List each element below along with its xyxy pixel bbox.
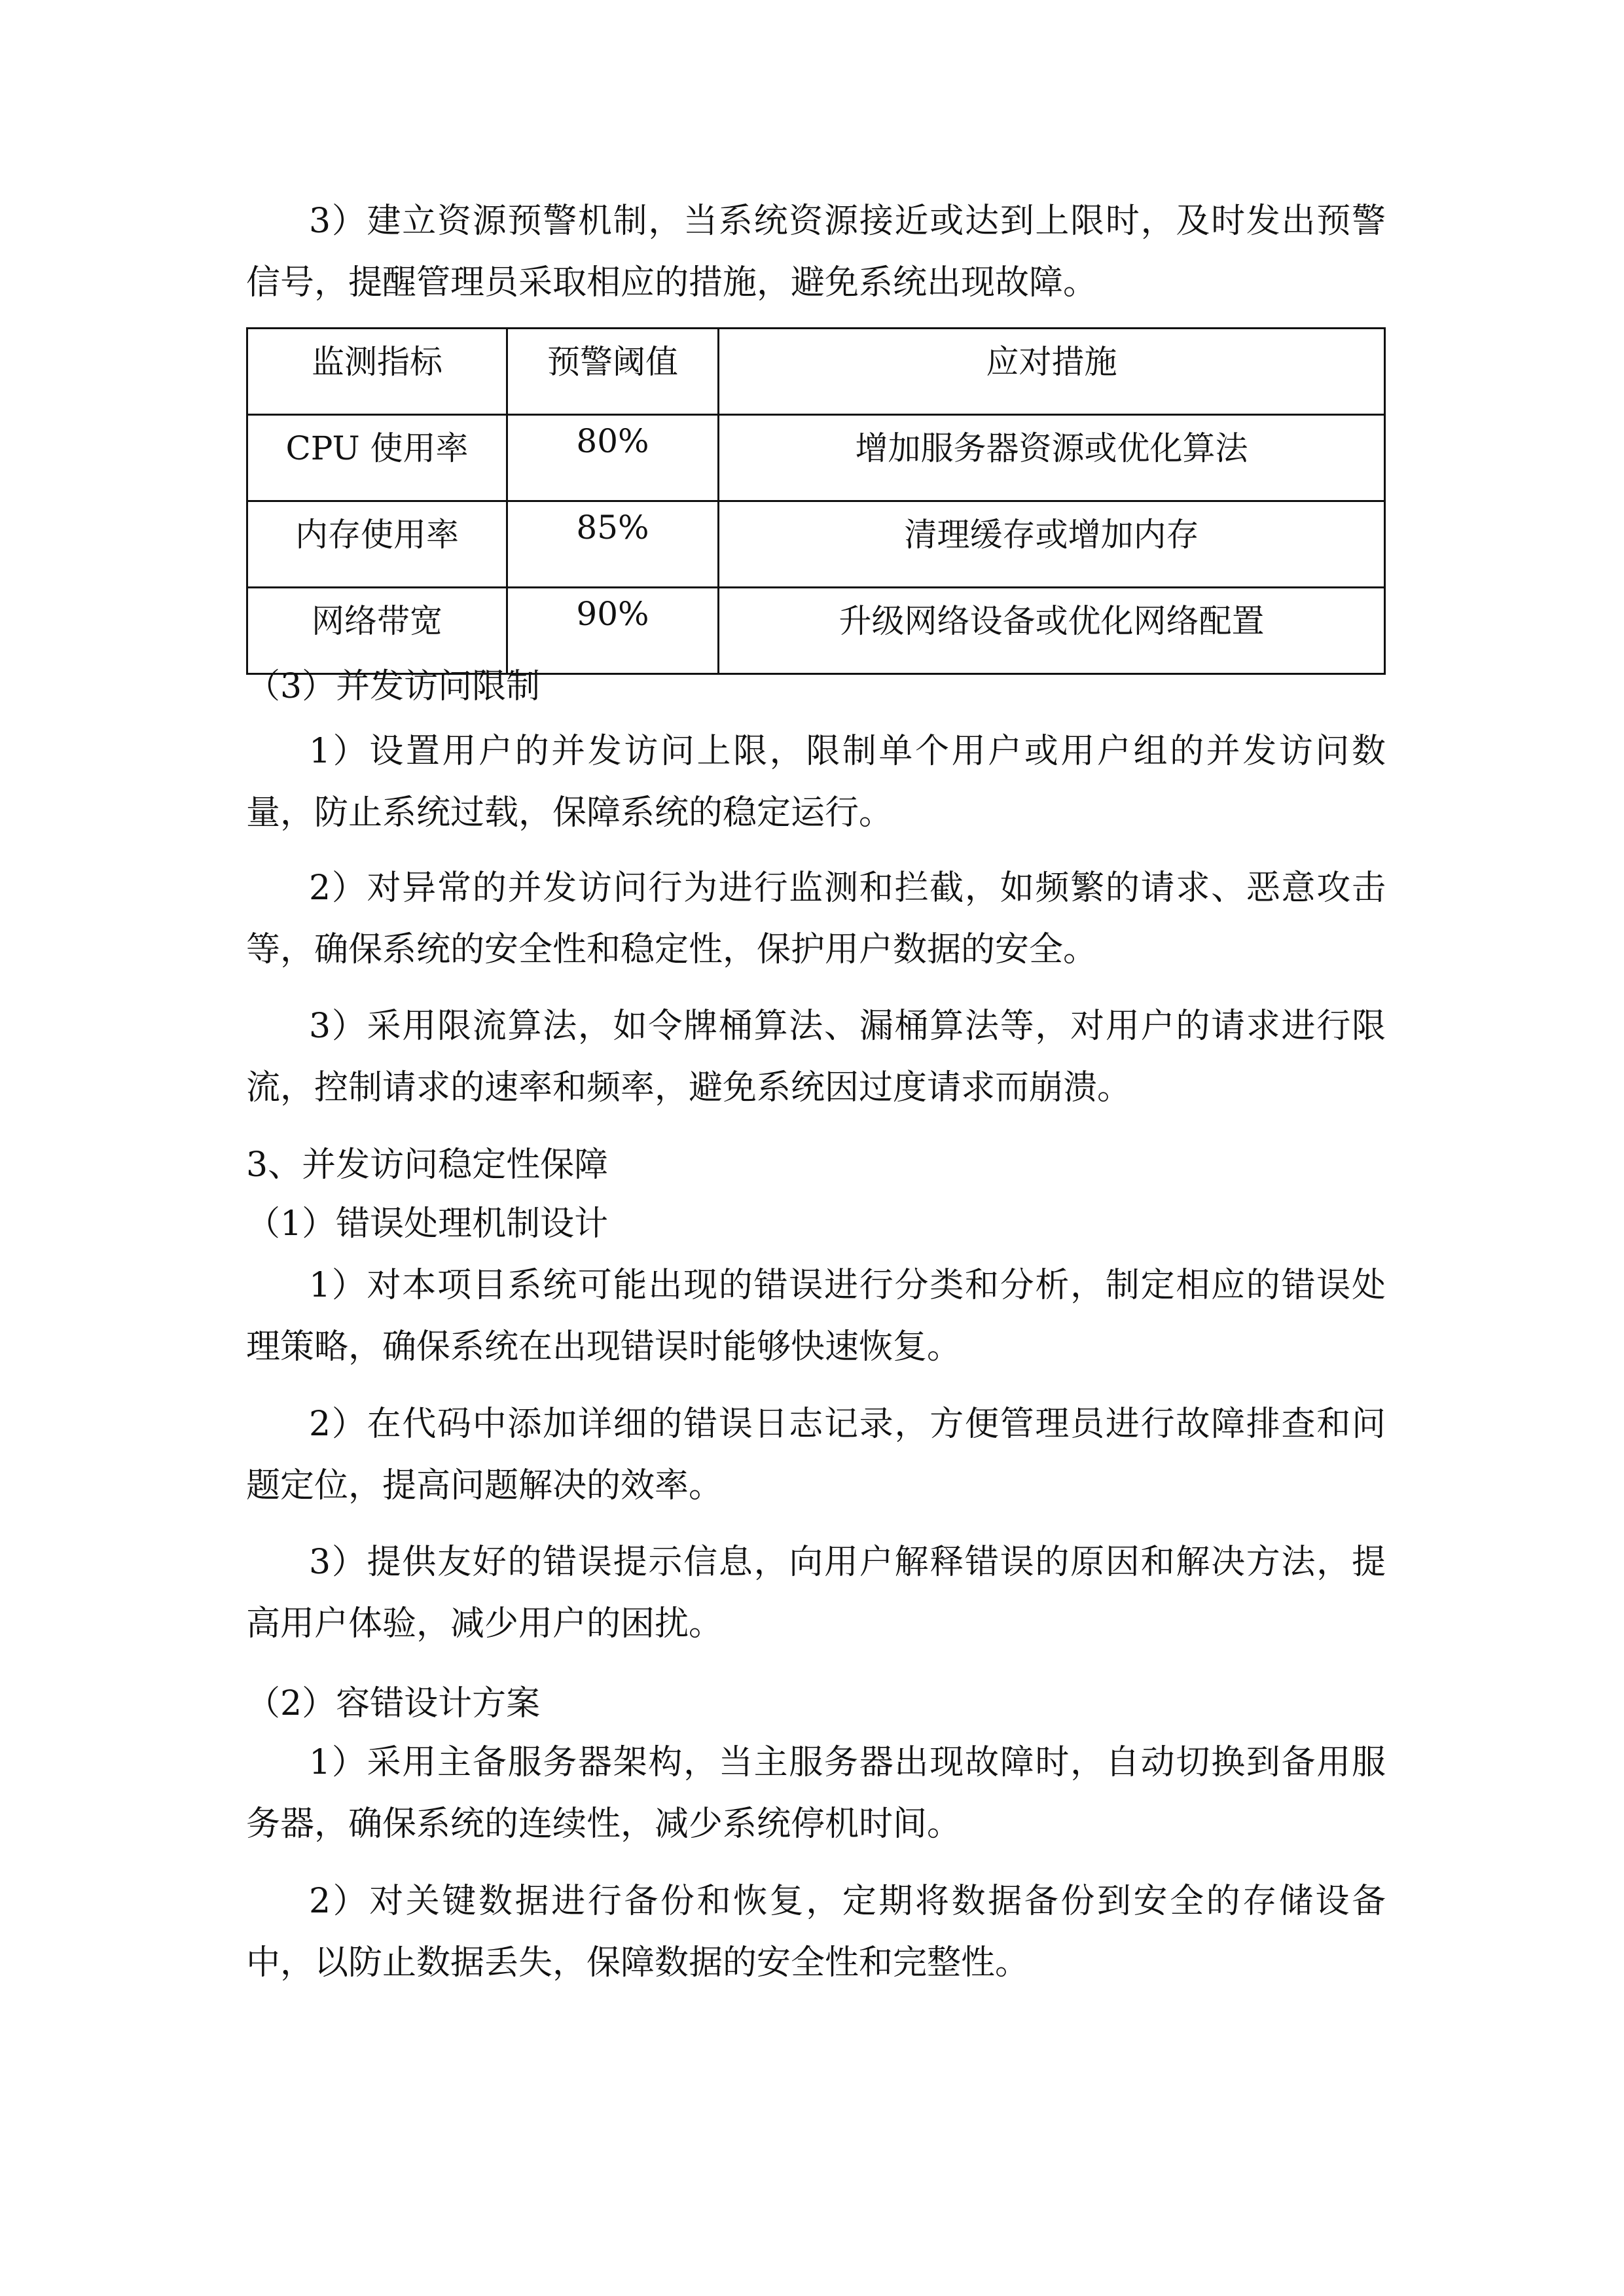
paragraph: 2）在代码中添加详细的错误日志记录，方便管理员进行故障排查和问题定位，提高问题解决的效率。 xyxy=(246,1405,1386,1505)
table-row xyxy=(247,501,1385,588)
table-cell: 80% xyxy=(507,415,719,501)
section-heading: （1）错误处理机制设计 xyxy=(246,1204,609,1244)
table-cell: 清理缓存或增加内存 xyxy=(719,501,1385,588)
table-row xyxy=(247,415,1385,501)
paragraph: 3）提供友好的错误提示信息，向用户解释错误的原因和解决方法，提高用户体验，减少用户的困扰。 xyxy=(246,1543,1386,1643)
paragraph: 2）对异常的并发访问行为进行监测和拦截，如频繁的请求、恶意攻击等，确保系统的安全性和稳定性，保护用户数据的安全。 xyxy=(246,869,1386,969)
header-cell: 预警阈值 xyxy=(507,329,719,415)
table-cell: 增加服务器资源或优化算法 xyxy=(719,415,1385,501)
paragraph: 3）建立资源预警机制，当系统资源接近或达到上限时，及时发出预警信号，提醒管理员采取相应的措施，避免系统出现故障。 xyxy=(246,202,1386,302)
paragraph: 1）采用主备服务器架构，当主服务器出现故障时，自动切换到备用服务器，确保系统的连续性，减少系统停机时间。 xyxy=(246,1743,1386,1844)
paragraph: 1）设置用户的并发访问上限，限制单个用户或用户组的并发访问数量，防止系统过载，保障系统的稳定运行。 xyxy=(246,732,1386,833)
table-cell: 网络带宽 xyxy=(247,588,507,674)
header-cell: 应对措施 xyxy=(719,329,1385,415)
table-cell: 90% xyxy=(507,588,719,674)
section-heading: （3）并发访问限制 xyxy=(246,667,541,706)
table-cell: 升级网络设备或优化网络配置 xyxy=(719,588,1385,674)
table-cell: CPU 使用率 xyxy=(247,415,507,501)
paragraph: 1）对本项目系统可能出现的错误进行分类和分析，制定相应的错误处理策略，确保系统在出现错误时能够快速恢复。 xyxy=(246,1266,1386,1367)
section-heading: （2）容错设计方案 xyxy=(246,1684,541,1723)
table-cell: 85% xyxy=(507,501,719,588)
table-header-row xyxy=(247,329,1385,415)
header-cell: 监测指标 xyxy=(247,329,507,415)
resource-alert-table xyxy=(246,327,1386,675)
table-cell: 内存使用率 xyxy=(247,501,507,588)
paragraph: 2）对关键数据进行备份和恢复，定期将数据备份到安全的存储设备中，以防止数据丢失，保障数据的安全性和完整性。 xyxy=(246,1882,1386,1982)
section-heading: 3、并发访问稳定性保障 xyxy=(246,1145,609,1185)
paragraph: 3）采用限流算法，如令牌桶算法、漏桶算法等，对用户的请求进行限流，控制请求的速率和频率，避免系统因过度请求而崩溃。 xyxy=(246,1007,1386,1107)
